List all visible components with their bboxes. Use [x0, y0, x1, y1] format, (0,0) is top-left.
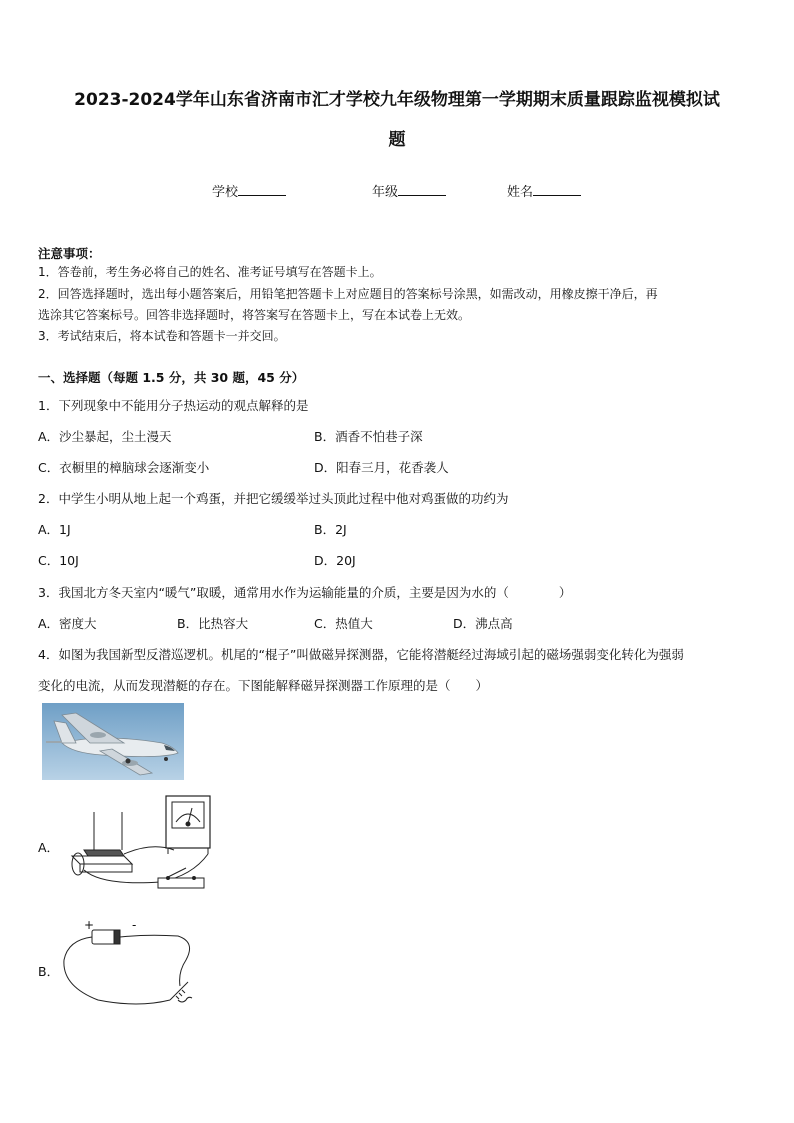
name-label: 姓名 — [507, 185, 534, 200]
school-label: 学校 — [212, 185, 239, 200]
q2-stem: 2．中学生小明从地上起一个鸡蛋，并把它缓缓举过头顶此过程中他对鸡蛋做的功约为 — [38, 491, 509, 506]
notes-heading: 注意事项： — [38, 246, 101, 261]
q3-option-b: B．比热容大 — [177, 616, 249, 631]
note-2b: 选涂其它答案标号。回答非选择题时，将答案写在答题卡上，写在本试卷上无效。 — [38, 308, 471, 322]
note-2a: 2．回答选择题时，选出每小题答案后，用铅笔把答题卡上对应题目的答案标号涂黑，如需改动，用橡皮擦干净后，再 — [38, 287, 658, 301]
q2-option-c: C．10J — [38, 553, 79, 568]
note-3: 3．考试结束后，将本试卷和答题卡一并交回。 — [38, 329, 286, 343]
exam-title-line2: 题 — [388, 130, 406, 150]
q1-option-d: D．阳春三月，花香袭人 — [314, 460, 449, 475]
q2-option-b: B．2J — [314, 522, 347, 537]
patrol-aircraft-image — [42, 703, 184, 780]
grade-label: 年级 — [372, 185, 399, 200]
battery-plus-sign: + — [84, 918, 95, 932]
q1-stem: 1．下列现象中不能用分子热运动的观点解释的是 — [38, 398, 309, 413]
q3-stem: 3．我国北方冬天室内“暖气”取暖，通常用水作为运输能量的介质，主要是因为水的（ ） — [38, 585, 572, 600]
school-blank — [238, 182, 286, 196]
q1-option-a: A．沙尘暴起，尘土漫天 — [38, 429, 172, 444]
grade-field — [372, 181, 446, 200]
battery-minus-sign: - — [132, 918, 137, 932]
grade-blank — [398, 182, 446, 196]
q4-option-a-label: A． — [38, 840, 60, 855]
q2-option-d: D．20J — [314, 553, 356, 568]
name-blank — [533, 182, 581, 196]
q4-option-b-label: B． — [38, 964, 60, 979]
school-field — [212, 181, 286, 200]
q1-option-b: B．酒香不怕巷子深 — [314, 429, 423, 444]
q1-option-c: C．衣橱里的樟脑球会逐渐变小 — [38, 460, 210, 475]
q3-option-d: D．沸点高 — [453, 616, 513, 631]
q4-option-a-diagram — [62, 794, 220, 894]
note-1: 1．答卷前，考生务必将自己的姓名、准考证号填写在答题卡上。 — [38, 265, 382, 279]
q2-option-a: A．1J — [38, 522, 71, 537]
name-field — [507, 181, 581, 200]
exam-title-line1: 2023-2024学年山东省济南市汇才学校九年级物理第一学期期末质量跟踪监视模拟试 — [74, 90, 720, 110]
q3-option-a: A．密度大 — [38, 616, 97, 631]
q4-stem-line2: 变化的电流，从而发现潜艇的存在。下图能解释磁异探测器工作原理的是（ ） — [38, 678, 489, 693]
q3-option-c: C．热值大 — [314, 616, 373, 631]
section-heading: 一、选择题（每题 1.5 分，共 30 题，45 分） — [38, 370, 305, 385]
q4-option-b-diagram — [58, 916, 198, 1008]
q4-stem-line1: 4．如图为我国新型反潜巡逻机。机尾的“棍子”叫做磁异探测器，它能将潜艇经过海域引起的磁场强弱变化转化为强弱 — [38, 647, 684, 662]
